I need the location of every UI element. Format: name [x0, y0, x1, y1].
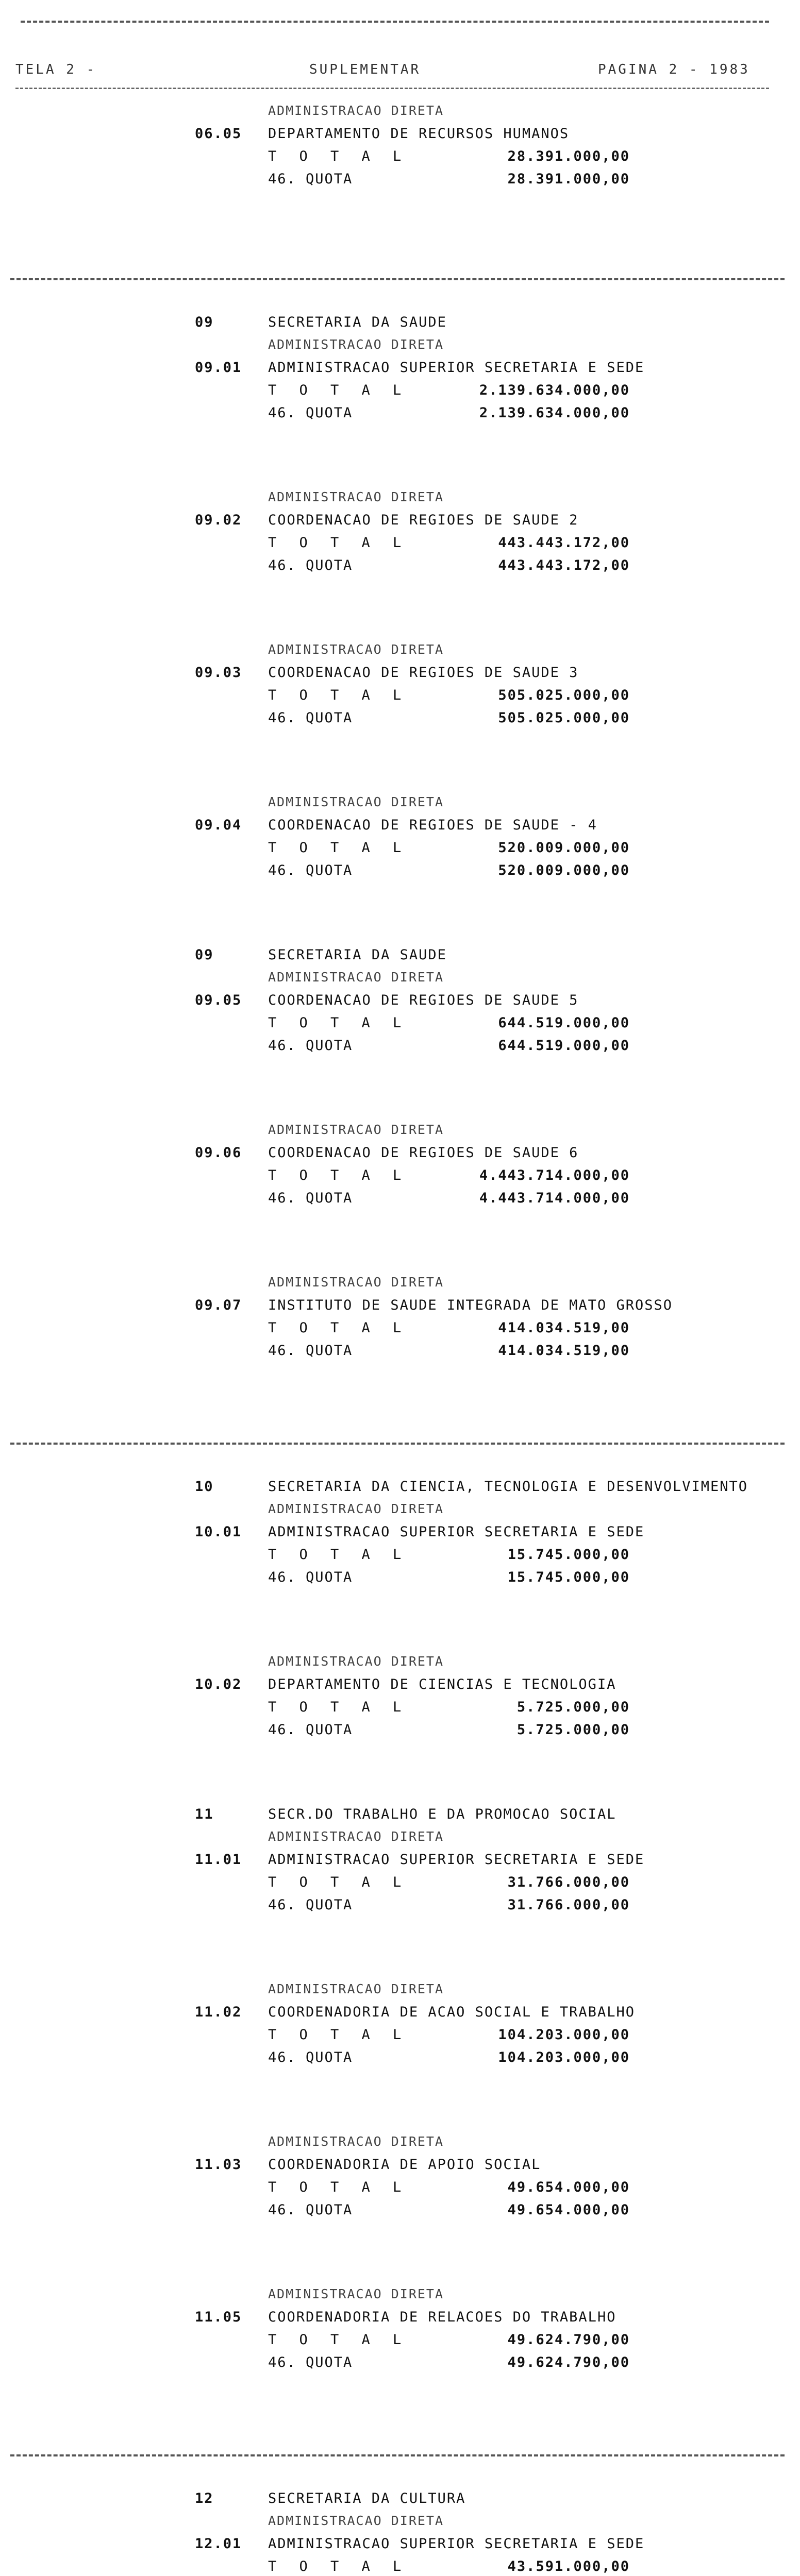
total-amount: 28.391.000,00 [507, 148, 630, 164]
total-amount: 49.624.790,00 [507, 2332, 630, 2348]
quota-amount: 15.745.000,00 [507, 1569, 630, 1585]
secretaria-name: SECRETARIA DA CULTURA [268, 2490, 466, 2506]
quota-amount: 414.034.519,00 [498, 1343, 630, 1359]
total-amount: 4.443.714.000,00 [479, 1167, 630, 1183]
block-row [0, 337, 800, 357]
unit-row [0, 1676, 800, 1696]
total-label: T O T A L [268, 1874, 409, 1890]
unit-name: DEPARTAMENTO DE CIENCIAS E TECNOLOGIA [268, 1676, 616, 1692]
quota-amount: 28.391.000,00 [507, 171, 630, 187]
secretaria-name: SECR.DO TRABALHO E DA PROMOCAO SOCIAL [268, 1806, 616, 1822]
quota-row [0, 1190, 800, 1210]
block-label: ADMINISTRACAO DIRETA [268, 1829, 444, 1844]
secretaria-code: 09 [195, 314, 214, 330]
unit-code: 09.03 [195, 665, 242, 681]
unit-row [0, 1297, 800, 1317]
unit-code: 10.01 [195, 1524, 242, 1540]
quota-label: 46. QUOTA [268, 1343, 353, 1359]
block-label: ADMINISTRACAO DIRETA [268, 642, 444, 657]
unit-name: ADMINISTRACAO SUPERIOR SECRETARIA E SEDE [268, 1524, 645, 1540]
unit-row [0, 1852, 800, 1871]
block-row [0, 1275, 800, 1294]
quota-row [0, 1343, 800, 1362]
unit-code: 11.05 [195, 2309, 242, 2325]
quota-amount: 4.443.714.000,00 [479, 1190, 630, 1206]
quota-label: 46. QUOTA [268, 557, 353, 573]
unit-row [0, 1524, 800, 1544]
unit-code: 12.01 [195, 2536, 242, 2552]
total-label: T O T A L [268, 2179, 409, 2195]
quota-row [0, 1038, 800, 1057]
total-amount: 43.591.000,00 [507, 2558, 630, 2574]
quota-label: 46. QUOTA [268, 1569, 353, 1585]
unit-name: COORDENACAO DE REGIOES DE SAUDE 6 [268, 1145, 579, 1161]
block-row [0, 2513, 800, 2533]
total-amount: 104.203.000,00 [498, 2027, 630, 2043]
quota-label: 46. QUOTA [268, 2202, 353, 2218]
quota-amount: 49.654.000,00 [507, 2202, 630, 2218]
quota-label: 46. QUOTA [268, 405, 353, 421]
block-row [0, 1981, 800, 2001]
total-amount: 644.519.000,00 [498, 1015, 630, 1031]
total-label: T O T A L [268, 687, 409, 703]
unit-row [0, 2536, 800, 2555]
quota-row [0, 710, 800, 730]
unit-name: COORDENACAO DE REGIOES DE SAUDE 3 [268, 665, 579, 681]
unit-row [0, 126, 800, 145]
quota-label: 46. QUOTA [268, 2354, 353, 2370]
total-label: T O T A L [268, 840, 409, 856]
header-left: TELA 2 - [15, 62, 97, 77]
quota-label: 46. QUOTA [268, 1190, 353, 1206]
secretaria-code: 11 [195, 1806, 214, 1822]
block-row [0, 103, 800, 123]
unit-code: 09.07 [195, 1297, 242, 1313]
unit-name: COORDENACAO DE REGIOES DE SAUDE - 4 [268, 817, 597, 833]
total-row [0, 2332, 800, 2351]
total-row [0, 1874, 800, 1894]
secretaria-row [0, 314, 800, 334]
total-row [0, 148, 800, 168]
quota-row [0, 862, 800, 882]
quota-row [0, 1569, 800, 1589]
unit-name: ADMINISTRACAO SUPERIOR SECRETARIA E SEDE [268, 1852, 645, 1868]
block-label: ADMINISTRACAO DIRETA [268, 2286, 444, 2301]
unit-name: DEPARTAMENTO DE RECURSOS HUMANOS [268, 126, 570, 142]
block-row [0, 970, 800, 989]
quota-label: 46. QUOTA [268, 862, 353, 878]
quota-row [0, 1722, 800, 1741]
quota-amount: 2.139.634.000,00 [479, 405, 630, 421]
total-label: T O T A L [268, 1699, 409, 1715]
total-amount: 49.654.000,00 [507, 2179, 630, 2195]
total-label: T O T A L [268, 1015, 409, 1031]
quota-label: 46. QUOTA [268, 1722, 353, 1738]
block-label: ADMINISTRACAO DIRETA [268, 1122, 444, 1137]
quota-amount: 644.519.000,00 [498, 1038, 630, 1054]
section-separator [10, 1443, 785, 1445]
quota-amount: 49.624.790,00 [507, 2354, 630, 2370]
page-header [0, 0, 800, 88]
total-row [0, 840, 800, 859]
quota-label: 46. QUOTA [268, 710, 353, 726]
unit-code: 09.02 [195, 512, 242, 528]
total-label: T O T A L [268, 2027, 409, 2043]
quota-row [0, 405, 800, 425]
total-row [0, 1699, 800, 1719]
quota-label: 46. QUOTA [268, 2049, 353, 2065]
secretaria-row [0, 1806, 800, 1826]
unit-row [0, 2309, 800, 2329]
quota-label: 46. QUOTA [268, 171, 353, 187]
unit-row [0, 992, 800, 1012]
unit-row [0, 360, 800, 379]
unit-code: 09.06 [195, 1145, 242, 1161]
block-label: ADMINISTRACAO DIRETA [268, 1275, 444, 1290]
total-amount: 414.034.519,00 [498, 1320, 630, 1336]
header-center: SUPLEMENTAR [309, 62, 421, 77]
total-label: T O T A L [268, 1547, 409, 1563]
total-label: T O T A L [268, 382, 409, 398]
block-row [0, 1829, 800, 1849]
unit-code: 11.03 [195, 2157, 242, 2173]
block-row [0, 1501, 800, 1521]
total-row [0, 1320, 800, 1340]
block-label: ADMINISTRACAO DIRETA [268, 489, 444, 504]
total-row [0, 1167, 800, 1187]
block-row [0, 794, 800, 814]
total-label: T O T A L [268, 1167, 409, 1183]
total-row [0, 2027, 800, 2046]
quota-amount: 520.009.000,00 [498, 862, 630, 878]
total-row [0, 382, 800, 402]
block-row [0, 489, 800, 509]
block-label: ADMINISTRACAO DIRETA [268, 970, 444, 985]
block-label: ADMINISTRACAO DIRETA [268, 2513, 444, 2528]
total-row [0, 1547, 800, 1566]
quota-row [0, 557, 800, 577]
total-amount: 2.139.634.000,00 [479, 382, 630, 398]
quota-row [0, 2354, 800, 2374]
header-right: PAGINA 2 - 1983 [598, 62, 750, 77]
total-amount: 5.725.000,00 [516, 1699, 630, 1715]
unit-name: COORDENADORIA DE RELACOES DO TRABALHO [268, 2309, 616, 2325]
section-separator [10, 278, 785, 280]
quota-amount: 31.766.000,00 [507, 1897, 630, 1913]
unit-row [0, 2004, 800, 2024]
unit-name: COORDENADORIA DE APOIO SOCIAL [268, 2157, 541, 2173]
secretaria-row [0, 1479, 800, 1498]
total-label: T O T A L [268, 2558, 409, 2574]
total-amount: 31.766.000,00 [507, 1874, 630, 1890]
header-rule-top [21, 21, 769, 23]
header-rule-bottom [15, 88, 769, 89]
total-amount: 520.009.000,00 [498, 840, 630, 856]
unit-code: 10.02 [195, 1676, 242, 1692]
block-label: ADMINISTRACAO DIRETA [268, 337, 444, 352]
unit-row [0, 2157, 800, 2176]
unit-name: ADMINISTRACAO SUPERIOR SECRETARIA E SEDE [268, 2536, 645, 2552]
total-row [0, 2558, 800, 2576]
unit-row [0, 512, 800, 532]
quota-row [0, 1897, 800, 1917]
total-amount: 15.745.000,00 [507, 1547, 630, 1563]
quota-label: 46. QUOTA [268, 1038, 353, 1054]
unit-row [0, 817, 800, 837]
block-row [0, 2286, 800, 2306]
block-row [0, 1654, 800, 1673]
secretaria-name: SECRETARIA DA CIENCIA, TECNOLOGIA E DESENVOLVIMENTO [268, 1479, 748, 1495]
quota-row [0, 2049, 800, 2069]
section-separator [10, 2454, 785, 2456]
secretaria-row [0, 2490, 800, 2510]
block-label: ADMINISTRACAO DIRETA [268, 1981, 444, 1996]
total-label: T O T A L [268, 535, 409, 551]
unit-code: 11.01 [195, 1852, 242, 1868]
secretaria-name: SECRETARIA DA SAUDE [268, 947, 447, 963]
quota-row [0, 2202, 800, 2222]
unit-name: COORDENACAO DE REGIOES DE SAUDE 5 [268, 992, 579, 1008]
total-row [0, 1015, 800, 1035]
secretaria-row [0, 947, 800, 967]
unit-row [0, 665, 800, 684]
block-label: ADMINISTRACAO DIRETA [268, 103, 444, 118]
total-row [0, 535, 800, 554]
quota-amount: 104.203.000,00 [498, 2049, 630, 2065]
block-label: ADMINISTRACAO DIRETA [268, 1501, 444, 1516]
quota-amount: 443.443.172,00 [498, 557, 630, 573]
unit-name: COORDENACAO DE REGIOES DE SAUDE 2 [268, 512, 579, 528]
unit-code: 09.01 [195, 360, 242, 376]
quota-label: 46. QUOTA [268, 1897, 353, 1913]
block-row [0, 642, 800, 662]
secretaria-name: SECRETARIA DA SAUDE [268, 314, 447, 330]
total-row [0, 2179, 800, 2199]
unit-row [0, 1145, 800, 1164]
total-label: T O T A L [268, 148, 409, 164]
block-label: ADMINISTRACAO DIRETA [268, 1654, 444, 1669]
unit-code: 06.05 [195, 126, 242, 142]
total-label: T O T A L [268, 1320, 409, 1336]
total-amount: 505.025.000,00 [498, 687, 630, 703]
block-row [0, 1122, 800, 1142]
unit-code: 11.02 [195, 2004, 242, 2020]
secretaria-code: 09 [195, 947, 214, 963]
secretaria-code: 12 [195, 2490, 214, 2506]
block-label: ADMINISTRACAO DIRETA [268, 2134, 444, 2149]
quota-row [0, 171, 800, 191]
unit-name: ADMINISTRACAO SUPERIOR SECRETARIA E SEDE [268, 360, 645, 376]
quota-amount: 505.025.000,00 [498, 710, 630, 726]
quota-amount: 5.725.000,00 [516, 1722, 630, 1738]
total-row [0, 687, 800, 707]
secretaria-code: 10 [195, 1479, 214, 1495]
unit-code: 09.04 [195, 817, 242, 833]
block-label: ADMINISTRACAO DIRETA [268, 794, 444, 809]
unit-code: 09.05 [195, 992, 242, 1008]
total-label: T O T A L [268, 2332, 409, 2348]
unit-name: COORDENADORIA DE ACAO SOCIAL E TRABALHO [268, 2004, 635, 2020]
block-row [0, 2134, 800, 2154]
unit-name: INSTITUTO DE SAUDE INTEGRADA DE MATO GROSSO [268, 1297, 673, 1313]
total-amount: 443.443.172,00 [498, 535, 630, 551]
